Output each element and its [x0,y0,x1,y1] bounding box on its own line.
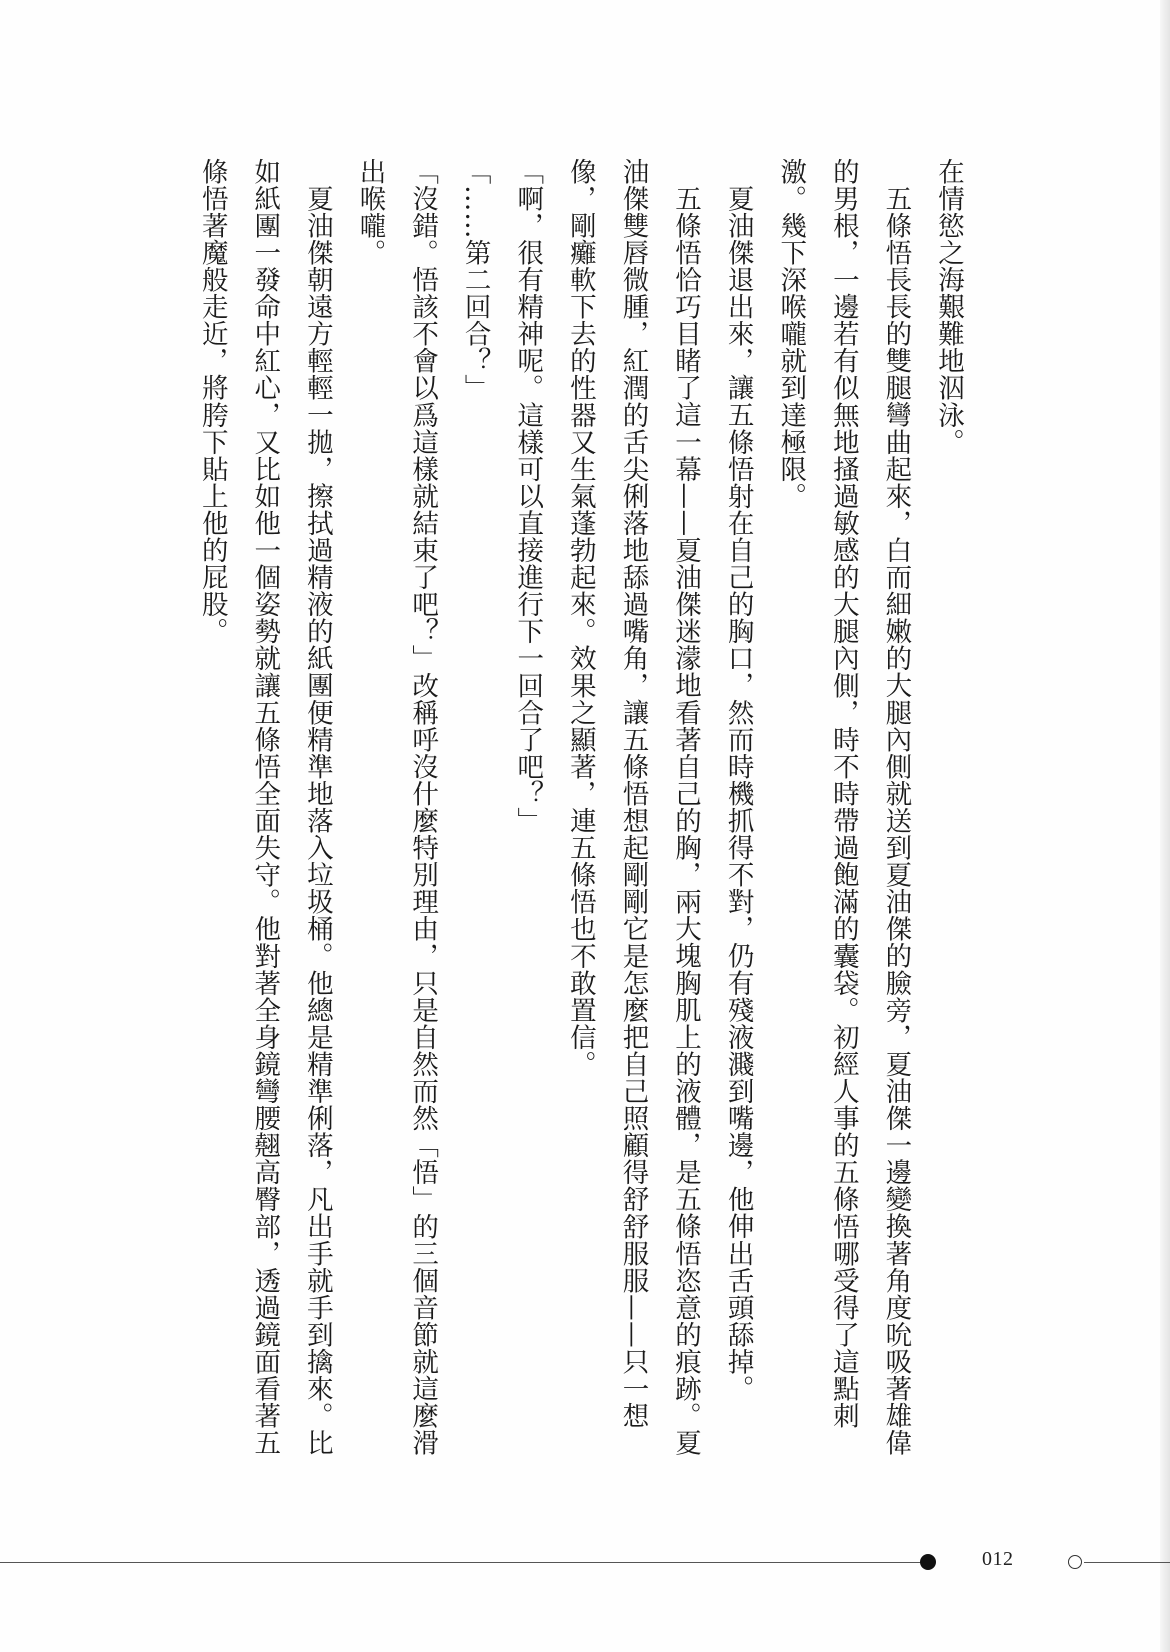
page-edge-shadow [1160,0,1170,1652]
footer-rule-right [1084,1562,1170,1563]
paragraph: 五條悟長長的雙腿彎曲起來，白而細嫩的大腿內側就送到夏油傑的臉旁，夏油傑一邊變換著角度吮吸著雄偉的男根，一邊若有似無地搔過敏感的大腿內側，時不時帶過飽滿的囊袋。初經人事的五條悟哪受得了這點刺激。幾下深喉嚨就到達極限。 [775,158,912,1456]
dialogue-line: 「啊，很有精神呢。這樣可以直接進行下一回合了吧？」 [512,158,544,835]
vertical-text-body [185,158,974,1458]
footer-filled-dot-icon [920,1554,936,1570]
paragraph-continued: 在情慾之海艱難地泅泳。 [933,158,964,456]
page-number: 012 [982,1548,1014,1570]
paragraph: 夏油傑朝遠方輕輕一拋，擦拭過精液的紙團便精準地落入垃圾桶。他總是精準俐落，凡出手就手到擒來。比如紙團一發命中紅心，又比如他一個姿勢就讓五條悟全面失守。他對著全身鏡彎腰翹高臀部，透過鏡面看著五條悟著魔般走近，將胯下貼上他的屁股。 [196,158,333,1457]
paragraph: 夏油傑退出來，讓五條悟射在自己的胸口，然而時機抓得不對，仍有殘液濺到嘴邊，他伸出舌頭舔掉。 [722,184,754,1402]
footer-rule-left [0,1562,922,1563]
dialogue-line: 「……第二回合？」 [459,158,491,402]
dialogue-line: 「沒錯。悟該不會以爲這樣就結束了吧？」改稱呼沒什麼特別理由，只是自然而然「悟」的三個音節就這麼滑出喉嚨。 [354,158,439,1457]
footer-hollow-dot-icon [1068,1555,1082,1569]
paragraph: 五條悟恰巧目睹了這一幕——夏油傑迷濛地看著自己的胸，兩大塊胸肌上的液體，是五條悟恣意的痕跡。夏油傑雙唇微腫，紅潤的舌尖俐落地舔過嘴角，讓五條悟想起剛剛它是怎麼把自己照顧得舒舒服服——只一想像，剛癱軟下去的性器又生氣蓬勃起來。效果之顯著，連五條悟也不敢置信。 [564,158,702,1456]
